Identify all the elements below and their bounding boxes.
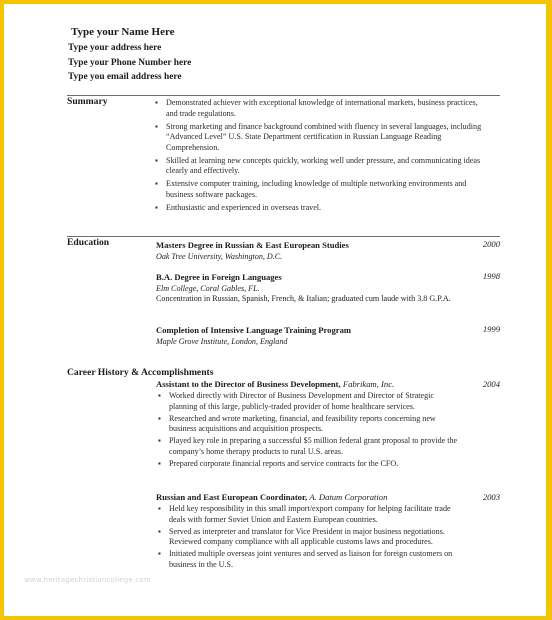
- list-item: ▪ Strong marketing and finance background combined with fluency in several languages, including “Advanced Level” U.S. State Department certification in Russian Language Reading Comprehension.: [155, 121, 482, 152]
- bullet-icon: ▪: [155, 155, 158, 165]
- contact-header: [68, 26, 191, 85]
- bullet-icon: ▪: [158, 391, 161, 400]
- job-entry: [156, 492, 500, 572]
- section-divider: [67, 236, 500, 237]
- list-item: ▪ Played key role in preparing a successful $5 million federal grant proposal to provide the company’s home therapy products to rural U.S. areas.: [158, 436, 458, 456]
- job-entry: [156, 379, 500, 471]
- education-entry: [156, 324, 500, 347]
- school-name: Elm College, Coral Gables, FL.: [156, 284, 260, 293]
- name: Type your Name Here: [71, 26, 175, 38]
- job-bullets: [158, 391, 458, 469]
- phone: Type your Phone Number here: [68, 57, 192, 68]
- education-entry: [156, 271, 500, 305]
- job-year: 2004: [482, 379, 500, 389]
- career-heading: Career History & Accomplishments: [67, 367, 214, 378]
- education-heading: Education: [67, 237, 110, 248]
- list-item: ▪ Prepared corporate financial reports and service contracts for the CFO.: [158, 458, 399, 468]
- degree-year: 2000: [482, 239, 500, 249]
- school-name: Maple Grove Institute, London, England: [156, 337, 288, 346]
- resume-page: [4, 4, 546, 616]
- bullet-icon: ▪: [155, 121, 158, 131]
- bullet-icon: ▪: [155, 98, 158, 107]
- job-title: Assistant to the Director of Business Development, Fabrikam, Inc.: [156, 379, 395, 389]
- email: Type you email address here: [68, 72, 182, 82]
- list-item: ▪ Worked directly with Director of Business Development and Director of Strategic planning of this large, publicly-traded provider of home healthcare services.: [158, 391, 435, 411]
- degree-year: 1999: [482, 324, 500, 334]
- bullet-icon: ▪: [155, 202, 158, 212]
- list-item: ▪ Demonstrated achiever with exceptional knowledge of international markets, business practices, and trade regulations.: [155, 98, 478, 118]
- education-entry: [156, 239, 500, 262]
- section-divider: [67, 95, 500, 96]
- list-item: ▪ Researched and wrote marketing, financial, and feasibility reports concerning new business acquisitions and acquisition prospects.: [158, 413, 436, 433]
- bullet-icon: ▪: [158, 436, 161, 445]
- job-bullets: [158, 504, 458, 570]
- bullet-icon: ▪: [158, 458, 161, 468]
- bullet-icon: ▪: [158, 526, 161, 536]
- list-item: ▪ Held key responsibility in this small import/export company for helping facilitate trade deals with former Soviet Union and Eastern European countries.: [158, 504, 451, 524]
- summary-heading: Summary: [67, 96, 108, 107]
- list-item: ▪ Extensive computer training, including knowledge of multiple networking environments and business software packages.: [155, 179, 467, 199]
- degree-title: Completion of Intensive Language Training Program: [156, 325, 352, 335]
- address: Type your address here: [68, 43, 162, 53]
- job-title: Russian and East European Coordinator, A. Datum Corporation: [156, 492, 388, 502]
- bullet-icon: ▪: [155, 179, 158, 188]
- watermark: www.heritagechristiancollege.com: [24, 576, 151, 584]
- list-item: ▪ Skilled at learning new concepts quickly, working well under pressure, and communicating ideas clearly and effectively.: [155, 155, 481, 175]
- company-name: Fabrikam, Inc.: [342, 379, 395, 389]
- degree-title: Masters Degree in Russian & East European Studies: [156, 240, 349, 250]
- degree-year: 1998: [482, 271, 500, 281]
- bullet-icon: ▪: [158, 504, 161, 513]
- degree-title: B.A. Degree in Foreign Languages: [156, 272, 282, 282]
- company-name: A. Datum Corporation: [309, 492, 388, 502]
- degree-description: Concentration in Russian, Spanish, French, & Italian; graduated cum laude with 3.8 G.P.A.: [156, 294, 451, 303]
- job-year: 2003: [482, 492, 500, 502]
- list-item: ▪ Enthusiastic and experienced in overseas travel.: [155, 202, 322, 212]
- bullet-icon: ▪: [158, 413, 161, 423]
- school-name: Oak Tree University, Washington, D.C.: [156, 252, 283, 261]
- summary-list: [155, 98, 490, 216]
- list-item: ▪ Served as interpreter and translator for Vice President in major business negotiations. Reviewed company compliance with all applicable customs laws and procedures.: [158, 526, 445, 546]
- list-item: ▪ Initiated multiple overseas joint ventures and served as liaison for foreign customers on business in the U.S.: [158, 549, 453, 569]
- bullet-icon: ▪: [158, 549, 161, 558]
